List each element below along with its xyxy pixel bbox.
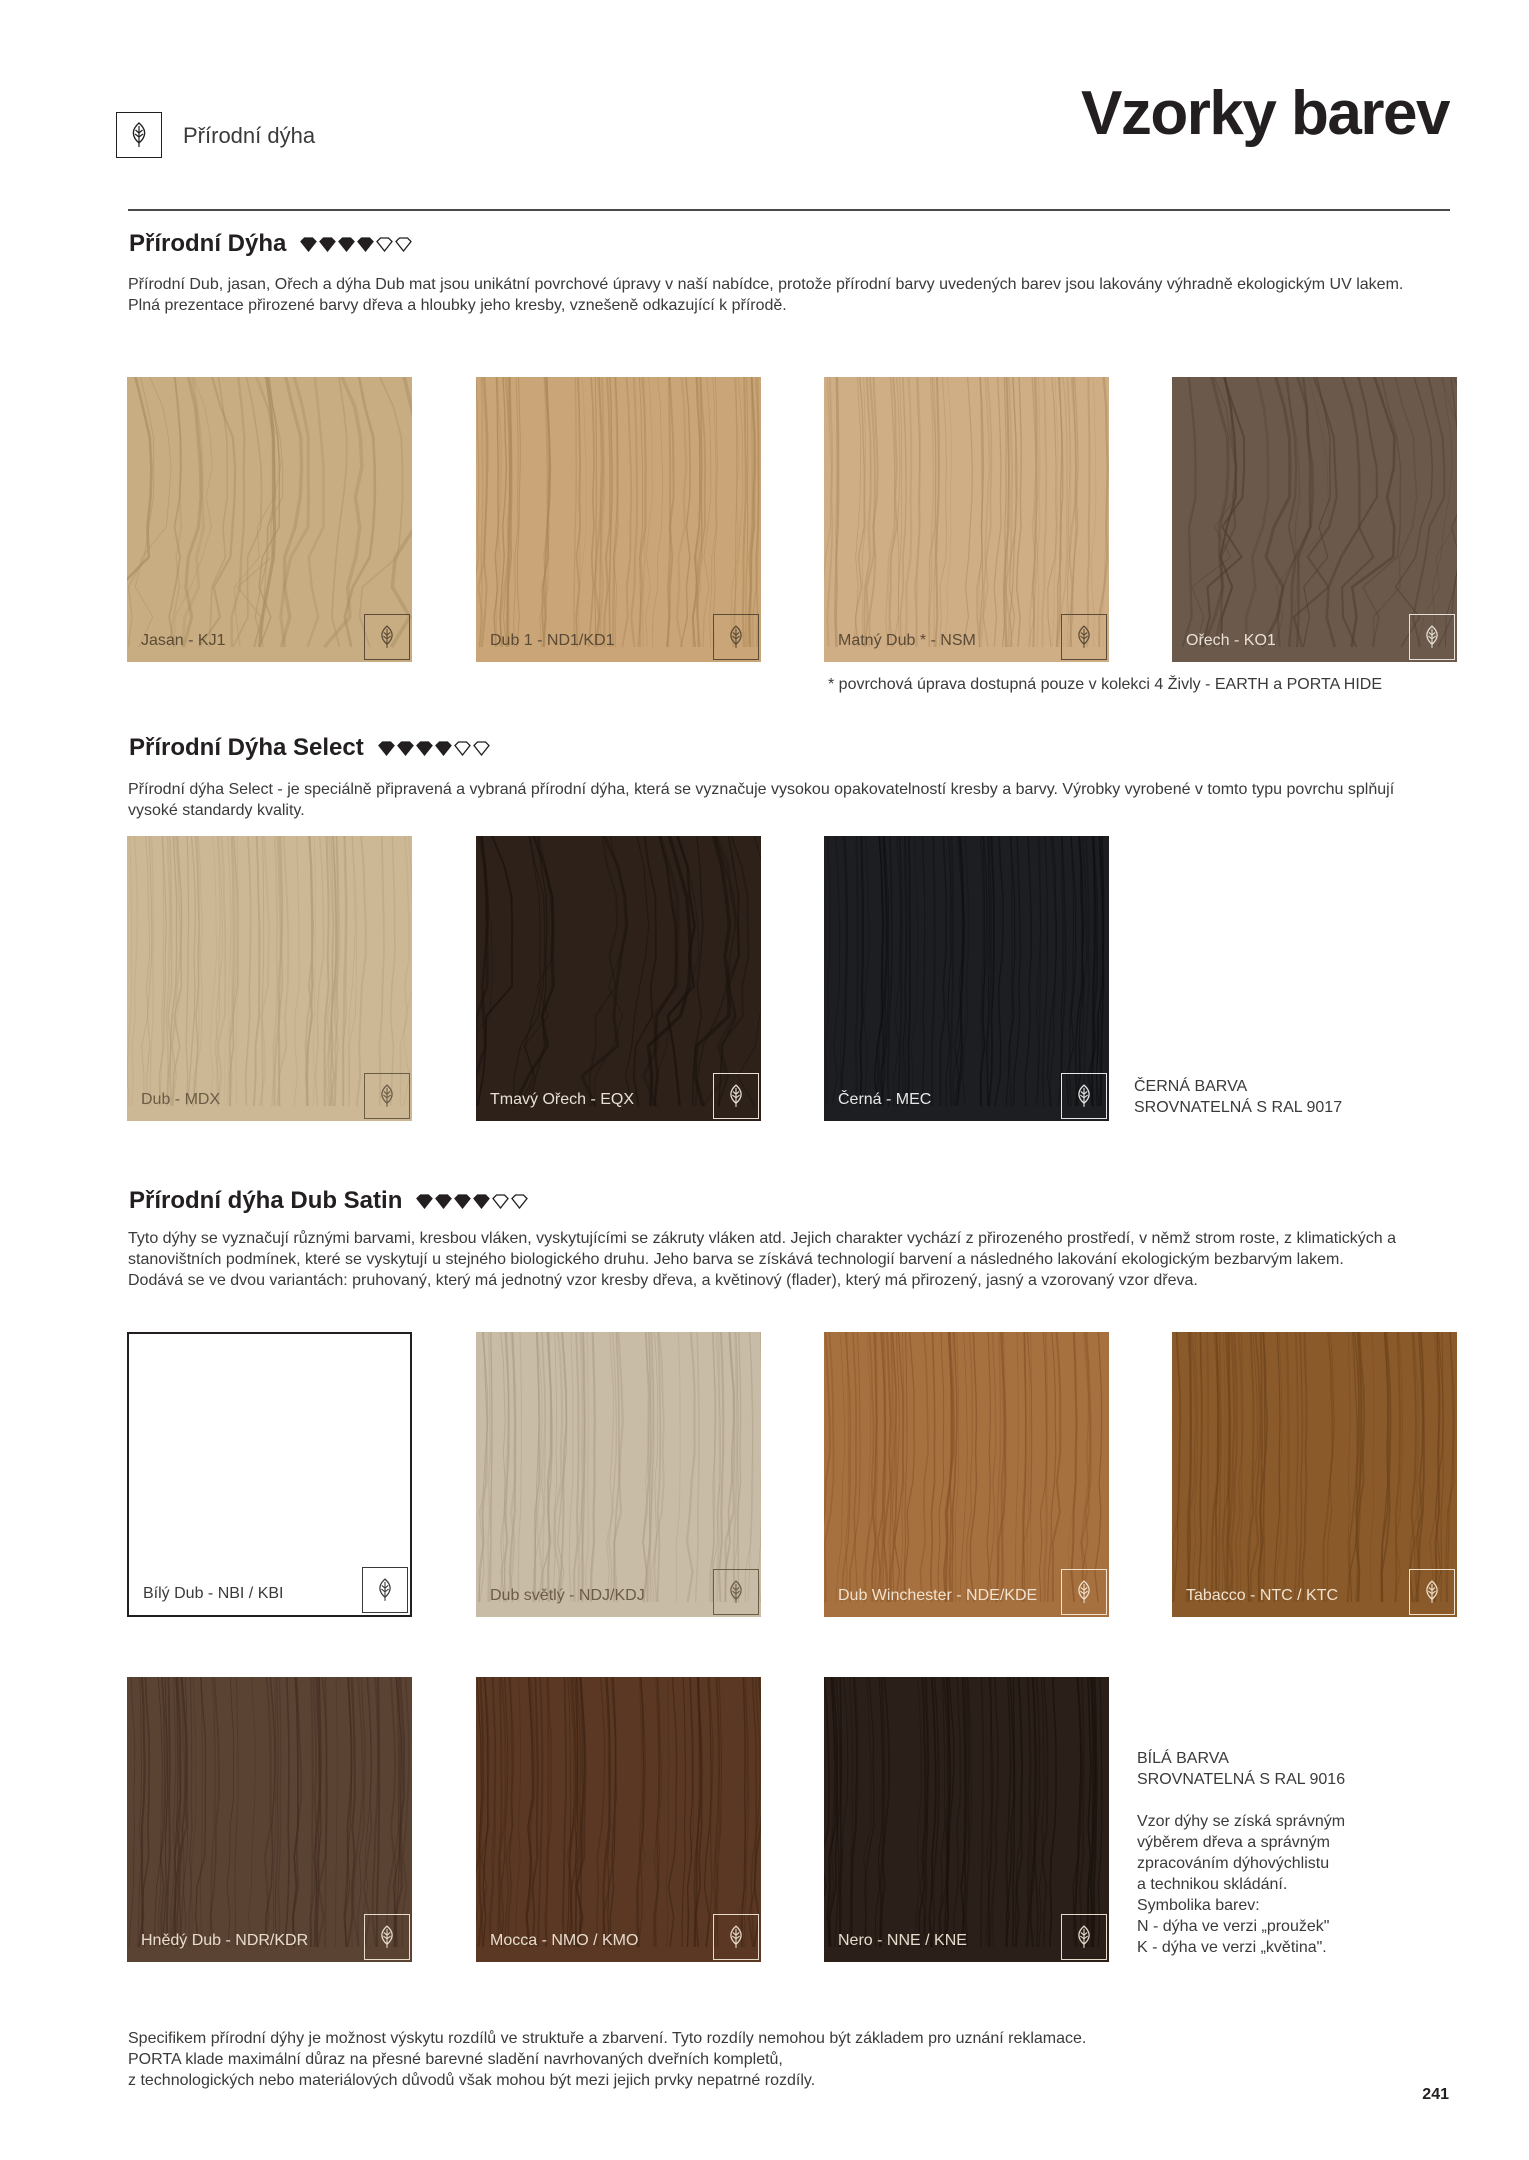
section-title-text: Přírodní Dýha Select — [129, 734, 364, 761]
leaf-icon — [377, 625, 397, 649]
header-category-label: Přírodní dýha — [183, 123, 316, 148]
swatch-leaf-icon-box — [713, 614, 759, 660]
swatch-leaf-icon-box — [1061, 1073, 1107, 1119]
swatch-bily-dub-nbi-kbi[interactable] — [127, 1332, 412, 1617]
swatch-hnedy-dub-ndr-kdr[interactable] — [127, 1677, 412, 1962]
section-description: Přírodní dýha Select - je speciálně připravená a vybraná přírodní dýha, která se vyznačuje vysokou opakovatelností kresby a barvy. Výrobky vyrobené v tomto typu povrchu splňují vysoké standardy kvality. — [128, 781, 1395, 819]
leaf-icon — [1074, 1925, 1094, 1949]
leaf-icon — [1074, 625, 1094, 649]
swatch-label: Mocca - NMO / KMO — [490, 1932, 639, 1949]
rating-diamonds — [416, 1194, 528, 1209]
swatch-label: Dub světlý - NDJ/KDJ — [490, 1587, 645, 1604]
diamond-empty-icon — [473, 741, 490, 756]
diamond-empty-icon — [376, 237, 393, 252]
diamond-empty-icon — [395, 237, 412, 252]
swatch-leaf-icon-box — [1061, 614, 1107, 660]
swatch-label: Tabacco - NTC / KTC — [1186, 1587, 1339, 1604]
swatch-label: Bílý Dub - NBI / KBI — [143, 1585, 284, 1602]
diamond-filled-icon — [397, 741, 414, 756]
section-title-text: Přírodní dýha Dub Satin — [129, 1187, 403, 1214]
swatch-nero-nne-kne[interactable] — [824, 1677, 1109, 1962]
leaf-icon — [726, 1580, 746, 1604]
header-divider — [128, 209, 1450, 211]
leaf-icon — [726, 1084, 746, 1108]
swatch-tabacco-ntc-ktc[interactable] — [1172, 1332, 1457, 1617]
swatch-leaf-icon-box — [364, 614, 410, 660]
diamond-filled-icon — [300, 237, 317, 252]
page-title: Vzorky barev — [1081, 79, 1449, 148]
swatch-label: Matný Dub * - NSM — [838, 632, 976, 649]
leaf-icon — [726, 625, 746, 649]
swatch-leaf-icon-box — [364, 1914, 410, 1960]
swatch-orech-ko1[interactable] — [1172, 377, 1457, 662]
diamond-filled-icon — [473, 1194, 490, 1209]
swatch-dub-mdx[interactable] — [127, 836, 412, 1121]
swatch-dub-1-nd1-kd1[interactable] — [476, 377, 761, 662]
swatch-label: Černá - MEC — [838, 1091, 932, 1108]
section-title-prirodni-dyha — [129, 230, 412, 258]
swatch-mocca-nmo-kmo[interactable] — [476, 1677, 761, 1962]
swatch-leaf-icon-box — [1061, 1569, 1107, 1615]
diamond-filled-icon — [378, 741, 395, 756]
diamond-filled-icon — [435, 741, 452, 756]
white-color-note: BÍLÁ BARVA SROVNATELNÁ S RAL 9016 Vzor dýhy se získá správným výběrem dřeva a správným zpracováním dýhovýchlistu a technikou skládání. Symbolika barev: N - dýha ve verzi „proužek" K - dýha ve verzi „květina". — [1137, 1750, 1346, 1956]
leaf-icon — [1422, 1580, 1442, 1604]
swatch-label: Dub 1 - ND1/KD1 — [490, 632, 615, 649]
swatch-jasan-kj1[interactable] — [127, 377, 412, 662]
swatch-leaf-icon-box — [713, 1914, 759, 1960]
swatch-dub-winchester-nde-kde[interactable] — [824, 1332, 1109, 1617]
diamond-empty-icon — [492, 1194, 509, 1209]
swatch-dub-svetly-ndj-kdj[interactable] — [476, 1332, 761, 1617]
diamond-empty-icon — [511, 1194, 528, 1209]
leaf-icon — [128, 122, 150, 148]
swatch-leaf-icon-box — [1409, 614, 1455, 660]
diamond-filled-icon — [357, 237, 374, 252]
disclaimer: Specifikem přírodní dýhy je možnost výskytu rozdílů ve struktuře a zbarvení. Tyto rozdíly nemohou být základem pro uznání reklamace. PORTA klade maximální důraz na přesné barevné sladění navrhovaných dveřních kompletů, z technologických nebo materiálových důvodů však mohou být mezi jejich prvky nepatrné rozdíly. — [128, 2030, 1087, 2089]
black-color-note: ČERNÁ BARVA SROVNATELNÁ S RAL 9017 — [1134, 1078, 1343, 1116]
diamond-filled-icon — [454, 1194, 471, 1209]
leaf-icon — [1422, 625, 1442, 649]
section-title-text: Přírodní Dýha — [129, 230, 287, 257]
swatch-leaf-icon-box — [364, 1073, 410, 1119]
section-title-prirodni-dyha-dub-satin — [129, 1187, 528, 1215]
swatch-tmavy-orech-eqx[interactable] — [476, 836, 761, 1121]
swatch-leaf-icon-box — [713, 1569, 759, 1615]
swatch-label: Dub - MDX — [141, 1091, 221, 1108]
swatch-matny-dub-nsm[interactable] — [824, 377, 1109, 662]
leaf-icon — [1074, 1084, 1094, 1108]
page-number: 241 — [1422, 2086, 1449, 2103]
diamond-empty-icon — [454, 741, 471, 756]
surface-footnote: * povrchová úprava dostupná pouze v kolekci 4 Živly - EARTH a PORTA HIDE — [828, 676, 1383, 693]
swatch-leaf-icon-box — [362, 1567, 408, 1613]
rating-diamonds — [378, 741, 490, 756]
leaf-icon — [726, 1925, 746, 1949]
diamond-filled-icon — [435, 1194, 452, 1209]
swatch-label: Nero - NNE / KNE — [838, 1932, 967, 1949]
section-description: Přírodní Dub, jasan, Ořech a dýha Dub mat jsou unikátní povrchové úpravy v naší nabídce, protože přírodní barvy uvedených barev jsou lakovány výhradně ekologickým UV lakem. Plná prezentace přirozené barvy dřeva a hloubky jeho kresby, vznešeně odkazující k přírodě. — [128, 276, 1404, 314]
leaf-icon — [377, 1084, 397, 1108]
swatch-leaf-icon-box — [1061, 1914, 1107, 1960]
swatch-label: Jasan - KJ1 — [141, 632, 226, 649]
leaf-icon — [375, 1578, 395, 1602]
section-description: Tyto dýhy se vyznačují různými barvami, kresbou vláken, vyskytujícími se zákruty vláken atd. Jejich charakter vychází z přirozeného prostředí, v němž strom roste, z klimatických a stanovištních podmínek, které se vyskytují u stejného biologického druhu. Jeho barva se získává technologií barvení a následného lakování ekologickým bezbarvým lakem. Dodává se ve dvou variantách: pruhovaný, který má jednotný vzor kresby dřeva, a květinový (flader), který má přirozený, jasný a vzorovaný vzor dřeva. — [128, 1230, 1397, 1289]
swatch-label: Dub Winchester - NDE/KDE — [838, 1587, 1038, 1604]
diamond-filled-icon — [416, 1194, 433, 1209]
diamond-filled-icon — [338, 237, 355, 252]
swatch-label: Ořech - KO1 — [1186, 632, 1276, 649]
diamond-filled-icon — [416, 741, 433, 756]
swatch-label: Hnědý Dub - NDR/KDR — [141, 1932, 309, 1949]
leaf-icon — [1074, 1580, 1094, 1604]
swatch-cerna-mec[interactable] — [824, 836, 1109, 1121]
swatch-label: Tmavý Ořech - EQX — [490, 1091, 635, 1108]
swatch-leaf-icon-box — [1409, 1569, 1455, 1615]
leaf-icon — [377, 1925, 397, 1949]
diamond-filled-icon — [319, 237, 336, 252]
section-title-prirodni-dyha-select — [129, 734, 490, 762]
header-leaf-icon-box — [116, 112, 162, 158]
swatch-leaf-icon-box — [713, 1073, 759, 1119]
rating-diamonds — [300, 237, 412, 252]
